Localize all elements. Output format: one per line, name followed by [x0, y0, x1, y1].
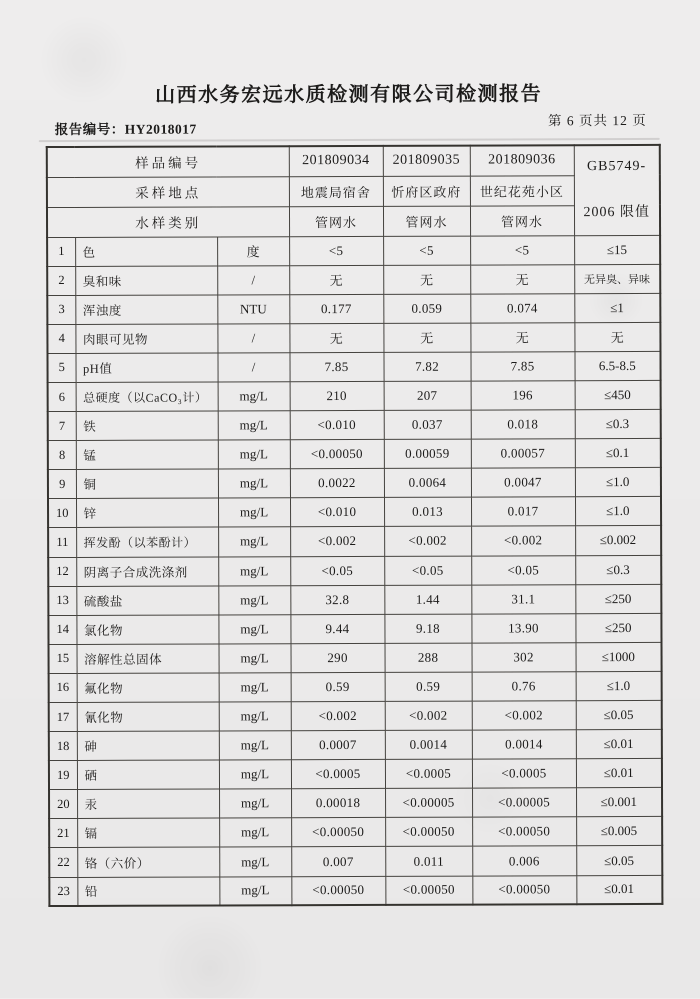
- sample-3-value: 0.0014: [472, 730, 576, 759]
- sample-2-value: <0.002: [384, 527, 471, 556]
- row-number: 23: [49, 877, 77, 906]
- parameter-name: 铜: [76, 469, 218, 499]
- unit: mg/L: [218, 498, 290, 527]
- limit-value: ≤0.01: [576, 759, 662, 788]
- sample-2-value: 0.059: [383, 294, 470, 323]
- parameter-name: 硒: [77, 760, 219, 790]
- parameter-name: 镉: [77, 818, 219, 848]
- sample-1-value: <0.00050: [291, 876, 385, 905]
- sample-2-value: 0.037: [384, 410, 471, 439]
- sample-2-value: 7.82: [383, 352, 470, 381]
- sampling-location-row: [47, 175, 660, 207]
- row-number: 9: [48, 470, 76, 499]
- row-number: 18: [49, 732, 77, 761]
- sample-3-value: <5: [470, 235, 574, 264]
- sample-3-value: 无: [470, 322, 574, 351]
- sample-1-value: 32.8: [290, 585, 384, 614]
- parameter-name: 氰化物: [77, 702, 219, 732]
- parameter-name: 总硬度（以CaCO₃计）: [76, 382, 218, 412]
- parameter-row: [48, 497, 661, 528]
- sample-3-value: 13.90: [471, 613, 575, 642]
- sample-3-value: 0.00057: [471, 439, 575, 468]
- limit-value: ≤0.05: [576, 846, 662, 875]
- row-number: 14: [48, 615, 76, 644]
- sample-2-value: 0.0014: [385, 730, 472, 759]
- limit-value: ≤1.0: [575, 468, 661, 497]
- parameter-name: 硫酸盐: [76, 586, 218, 616]
- row-number: 2: [47, 266, 75, 295]
- parameter-row: [49, 817, 662, 848]
- parameter-row: [47, 264, 660, 295]
- sample-2-value: <5: [383, 236, 470, 265]
- sample-1-value: 0.0007: [291, 730, 385, 759]
- parameter-name: 浑浊度: [75, 295, 217, 325]
- parameter-name: 铁: [76, 411, 218, 441]
- sample-3-value: 302: [472, 643, 576, 672]
- limit-value: ≤1000: [576, 642, 662, 671]
- sample-3-type: 管网水: [470, 205, 574, 235]
- sample-1-type: 管网水: [289, 206, 383, 236]
- sample-1-value: <0.05: [290, 556, 384, 585]
- parameter-name: pH值: [75, 353, 217, 383]
- unit: mg/L: [218, 440, 290, 469]
- limit-value: ≤0.3: [575, 555, 661, 584]
- sample-3-value: 0.018: [471, 410, 575, 439]
- limit-value: ≤250: [575, 584, 661, 613]
- sample-3-value: 31.1: [471, 584, 575, 613]
- page-indicator: 第 6 页共 12 页: [547, 112, 647, 129]
- sample-3-value: <0.002: [472, 701, 576, 730]
- sampling-location-label: 采样地点: [47, 176, 289, 207]
- unit: mg/L: [218, 527, 290, 556]
- limit-value: ≤0.002: [575, 526, 661, 555]
- sample-3-value: <0.05: [471, 555, 575, 584]
- sample-1-value: 290: [291, 643, 385, 672]
- sample-3-number: 201809036: [470, 145, 574, 175]
- sample-2-value: <0.002: [385, 701, 472, 730]
- unit: mg/L: [219, 702, 291, 731]
- unit: /: [217, 353, 289, 382]
- sample-3-value: <0.002: [471, 526, 575, 555]
- sample-3-value: 7.85: [470, 352, 574, 381]
- sample-1-value: <0.010: [290, 410, 384, 439]
- unit: mg/L: [219, 818, 291, 847]
- row-number: 13: [48, 586, 76, 615]
- row-number: 8: [48, 441, 76, 470]
- parameter-row: [49, 759, 662, 790]
- row-number: 7: [48, 412, 76, 441]
- row-number: 15: [49, 644, 77, 673]
- parameter-name: 铅: [77, 877, 219, 907]
- sample-1-value: 0.0022: [290, 469, 384, 498]
- sample-2-value: 0.013: [384, 497, 471, 526]
- sample-3-value: <0.00050: [472, 875, 576, 904]
- limit-value: ≤15: [574, 235, 660, 264]
- sample-1-value: 0.177: [289, 294, 383, 323]
- sample-1-value: <0.002: [290, 527, 384, 556]
- parameter-name: 挥发酚（以苯酚计）: [76, 527, 218, 557]
- parameter-row: [48, 555, 661, 586]
- sample-1-value: 0.59: [291, 672, 385, 701]
- parameter-row: [47, 322, 660, 353]
- limit-value: ≤0.01: [576, 730, 662, 759]
- limit-value: 无异臭、异味: [574, 264, 660, 293]
- limit-value: ≤450: [575, 380, 661, 409]
- limit-value: ≤0.005: [576, 817, 662, 846]
- limit-value: ≤1.0: [575, 497, 661, 526]
- sample-2-value: <0.00050: [385, 817, 472, 846]
- table-body: [47, 235, 662, 906]
- unit: mg/L: [219, 847, 291, 876]
- sample-1-value: <0.010: [290, 498, 384, 527]
- row-number: 6: [48, 382, 76, 411]
- unit: mg/L: [219, 876, 291, 905]
- sample-2-value: 288: [385, 643, 472, 672]
- unit: mg/L: [218, 469, 290, 498]
- unit: /: [217, 323, 289, 352]
- sample-1-value: <0.0005: [291, 760, 385, 789]
- row-number: 5: [47, 353, 75, 382]
- parameter-row: [49, 642, 662, 673]
- row-number: 16: [49, 673, 77, 702]
- sample-1-value: 9.44: [290, 614, 384, 643]
- unit: mg/L: [218, 382, 290, 411]
- standard-limit-header: [574, 145, 660, 235]
- sample-3-location: 世纪花苑小区: [470, 175, 574, 205]
- sample-1-value: <0.002: [291, 701, 385, 730]
- water-type-label: 水样类别: [47, 206, 289, 237]
- sample-1-value: <0.00050: [291, 818, 385, 847]
- sample-2-value: 9.18: [384, 614, 471, 643]
- parameter-name: 氟化物: [77, 673, 219, 703]
- sample-2-value: 0.011: [385, 847, 472, 876]
- parameter-name: 砷: [77, 731, 219, 761]
- parameter-row: [48, 584, 661, 615]
- sample-1-value: 无: [289, 265, 383, 294]
- unit: mg/L: [218, 556, 290, 585]
- sample-2-value: 0.00059: [384, 439, 471, 468]
- unit: mg/L: [218, 614, 290, 643]
- sample-1-value: 210: [290, 381, 384, 410]
- sample-number-row: [47, 145, 660, 177]
- sample-2-value: 无: [383, 265, 470, 294]
- parameter-name: 溶解性总固体: [77, 644, 219, 674]
- row-number: 17: [49, 702, 77, 731]
- sample-2-value: 无: [383, 323, 470, 352]
- row-number: 21: [49, 819, 77, 848]
- standard-limit-label: 2006 限值: [583, 205, 651, 221]
- unit: /: [217, 265, 289, 294]
- parameter-row: [48, 468, 661, 499]
- sample-2-value: <0.0005: [385, 759, 472, 788]
- parameter-row: [48, 380, 661, 411]
- parameter-name: 氯化物: [76, 615, 218, 645]
- row-number: 10: [48, 499, 76, 528]
- sample-2-value: <0.05: [384, 556, 471, 585]
- meta-row: [55, 109, 647, 138]
- sample-2-value: 1.44: [384, 585, 471, 614]
- parameter-row: [49, 671, 662, 702]
- sample-2-type: 管网水: [383, 206, 470, 236]
- limit-value: ≤1: [574, 293, 660, 322]
- unit: mg/L: [219, 731, 291, 760]
- row-number: 1: [47, 237, 75, 266]
- sample-3-value: 无: [470, 264, 574, 293]
- row-number: 22: [49, 848, 77, 877]
- parameter-name: 铬（六价）: [77, 847, 219, 877]
- limit-value: 无: [574, 322, 660, 351]
- sample-2-number: 201809035: [383, 146, 470, 176]
- sample-2-value: <0.00005: [385, 788, 472, 817]
- parameter-row: [49, 846, 662, 877]
- scan-artifact-line: [39, 138, 660, 142]
- row-number: 12: [48, 557, 76, 586]
- sample-3-value: <0.00050: [472, 817, 576, 846]
- parameter-row: [48, 526, 661, 557]
- limit-value: ≤250: [575, 613, 661, 642]
- unit: mg/L: [219, 644, 291, 673]
- sample-2-value: 207: [384, 381, 471, 410]
- parameter-name: 臭和味: [75, 266, 217, 296]
- row-number: 4: [47, 324, 75, 353]
- water-type-row: [47, 205, 660, 237]
- sample-3-value: 0.0047: [471, 468, 575, 497]
- sample-1-value: 0.007: [291, 847, 385, 876]
- sample-3-value: 0.074: [470, 293, 574, 322]
- sample-number-label: 样品编号: [47, 146, 289, 177]
- sample-1-location: 地震局宿舍: [289, 176, 383, 206]
- sample-3-value: 0.017: [471, 497, 575, 526]
- standard-code: GB5749-: [587, 159, 647, 175]
- table-header-group: [47, 145, 660, 237]
- limit-value: ≤0.1: [575, 439, 661, 468]
- limit-value: ≤0.01: [576, 875, 662, 904]
- sample-2-value: 0.0064: [384, 468, 471, 497]
- limit-value: ≤0.001: [576, 788, 662, 817]
- parameter-row: [48, 439, 661, 470]
- row-number: 19: [49, 761, 77, 790]
- water-quality-results-table: [46, 144, 664, 907]
- limit-value: 6.5-8.5: [574, 351, 660, 380]
- limit-value: ≤0.3: [575, 409, 661, 438]
- sample-2-location: 忻府区政府: [383, 176, 470, 206]
- parameter-row: [49, 700, 662, 731]
- unit: NTU: [217, 294, 289, 323]
- parameter-name: 锌: [76, 498, 218, 528]
- sample-3-value: <0.00005: [472, 788, 576, 817]
- parameter-row: [47, 293, 660, 324]
- unit: 度: [217, 236, 289, 265]
- row-number: 20: [49, 790, 77, 819]
- parameter-name: 色: [75, 236, 217, 266]
- parameter-name: 阴离子合成洗涤剂: [76, 556, 218, 586]
- parameter-row: [48, 409, 661, 440]
- parameter-row: [49, 875, 662, 906]
- parameter-name: 汞: [77, 789, 219, 819]
- parameter-row: [49, 788, 662, 819]
- limit-value: ≤0.05: [576, 700, 662, 729]
- sample-2-value: 0.59: [385, 672, 472, 701]
- parameter-name: 肉眼可见物: [75, 324, 217, 354]
- sample-3-value: <0.0005: [472, 759, 576, 788]
- sample-2-value: <0.00050: [385, 876, 472, 905]
- parameter-row: [47, 351, 660, 382]
- parameter-row: [49, 730, 662, 761]
- row-number: 3: [47, 295, 75, 324]
- parameter-name: 锰: [76, 440, 218, 470]
- limit-value: ≤1.0: [576, 671, 662, 700]
- unit: mg/L: [219, 760, 291, 789]
- row-number: 11: [48, 528, 76, 557]
- parameter-row: [48, 613, 661, 644]
- unit: mg/L: [219, 673, 291, 702]
- unit: mg/L: [219, 789, 291, 818]
- unit: mg/L: [218, 585, 290, 614]
- unit: mg/L: [218, 411, 290, 440]
- sample-1-number: 201809034: [289, 146, 383, 176]
- sample-3-value: 0.76: [472, 672, 576, 701]
- sample-3-value: 196: [471, 381, 575, 410]
- sample-1-value: 无: [289, 323, 383, 352]
- sample-1-value: 7.85: [289, 352, 383, 381]
- sample-3-value: 0.006: [472, 846, 576, 875]
- report-number: 报告编号：HY2018017: [54, 121, 197, 138]
- sample-1-value: <0.00050: [290, 440, 384, 469]
- sample-1-value: 0.00018: [291, 789, 385, 818]
- parameter-row: [47, 235, 660, 266]
- sample-1-value: <5: [289, 236, 383, 265]
- page-title: 山西水务宏远水质检测有限公司检测报告: [155, 83, 543, 107]
